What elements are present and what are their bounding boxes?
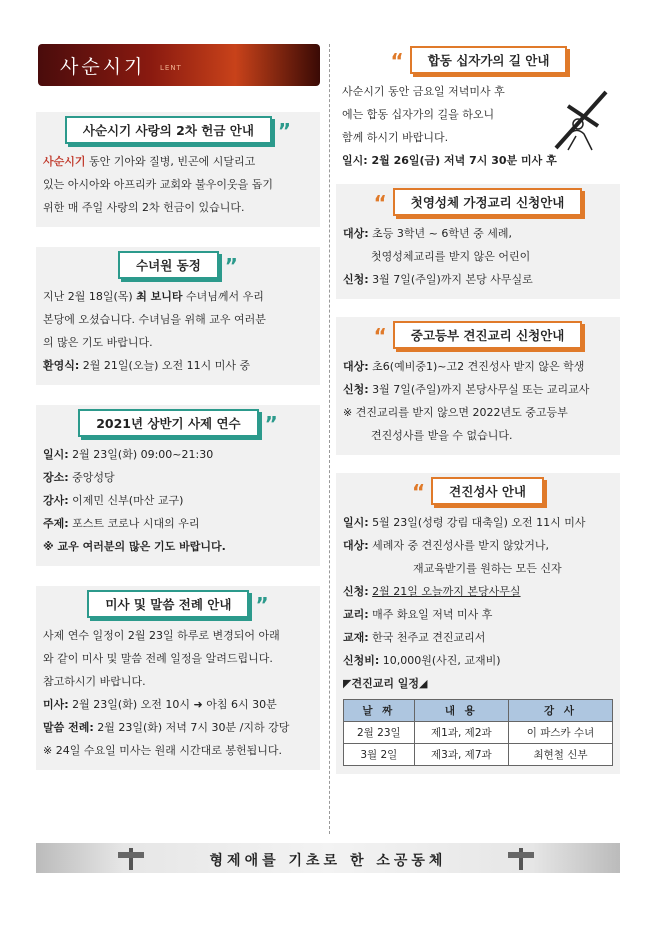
jesus-carrying-cross-icon [548,84,618,154]
table-header: 날 짜 [344,700,415,722]
target-value: 재교육받기를 원하는 모든 신자 [413,562,562,575]
quote-icon: ” [224,253,238,278]
cross-line: 함께 하시기 바랍니다. [342,131,449,144]
mass-line: 참고하시기 바랍니다. [43,675,146,688]
mass-section [36,586,320,770]
youth-title: 중고등부 견진교리 신청안내 [393,321,583,349]
date-label: 일시: [342,154,368,167]
lecturer-label: 강사: [43,494,69,507]
quote-icon: ” [255,592,269,617]
table-cell: 이 파스카 수녀 [509,722,613,744]
word-label: 말씀 전례: [43,721,94,734]
apply-value: 2월 21일 오늘까지 본당사무실 [372,585,521,598]
date-value: 2월 23일(화) 09:00~21:30 [68,448,214,461]
place-label: 장소: [43,471,69,484]
apply-label: 신청: [343,273,369,286]
confirmation-section [336,473,620,774]
mass-value: 아침 6시 30분 [202,698,277,711]
nun-line: 지난 2월 18일(목) [43,290,137,303]
offering-line: 동안 기아와 질병, 빈곤에 시달리고 [85,155,256,168]
lent-banner [38,44,320,86]
nun-line: 수녀님께서 우리 [182,290,264,303]
fee-label: 신청비: [343,654,380,667]
signpost-icon [506,846,536,870]
table-cell: 2월 23일 [344,722,415,744]
offering-section [36,112,320,227]
table-header: 강 사 [509,700,613,722]
mass-label: 미사: [43,698,69,711]
nun-line: 의 많은 기도 바랍니다. [43,336,153,349]
mass-title: 미사 및 말씀 전례 안내 [87,590,249,618]
apply-label: 신청: [343,585,369,598]
fee-value: 10,000원(사진, 교재비) [379,654,501,667]
apply-label: 신청: [343,383,369,396]
date-label: 일시: [43,448,69,461]
class-value: 매주 화요일 저녁 미사 후 [368,608,493,621]
book-label: 교재: [343,631,369,644]
quote-open-icon: “ [373,190,387,215]
target-value: 초등 3학년 ~ 6학년 중 세례, [368,227,512,240]
target-value: 세례자 중 견진성사를 받지 않았거나, [368,539,550,552]
retreat-section [36,405,320,566]
target-label: 대상: [343,360,369,373]
table-cell: 최현철 신부 [509,744,613,766]
offering-line: 있는 아시아와 아프리카 교회와 불우이웃을 돕기 [43,178,274,191]
target-label: 대상: [343,539,369,552]
date-label: 일시: [343,516,369,529]
date-value: 5월 23일(성령 강림 대축일) 오전 11시 미사 [368,516,586,529]
topic-label: 주제: [43,517,69,530]
youth-note: 견진성사를 받을 수 없습니다. [371,429,513,442]
prayer-note: ※ 교우 여러분의 많은 기도 바랍니다. [43,540,226,553]
apply-value: 3월 7일(주일)까지 본당사무실 또는 교리교사 [368,383,590,396]
class-label: 교리: [343,608,369,621]
communion-title: 첫영성체 가정교리 신청안내 [393,188,583,216]
quote-open-icon: “ [412,479,426,504]
footer-text: 형제애를 기초로 한 소공동체 [209,853,447,869]
banner-title: 사순시기 [60,56,146,78]
welcome-label: 환영식: [43,359,80,372]
offering-title: 사순시기 사랑의 2차 헌금 안내 [65,116,272,144]
mass-value: 2월 23일(화) 오전 10시 [68,698,194,711]
table-cell: 제3과, 제7과 [414,744,508,766]
table-cell: 제1과, 제2과 [414,722,508,744]
book-value: 한국 천주교 견진교리서 [368,631,486,644]
table-header: 내 용 [414,700,508,722]
word-value: 2월 23일(화) 저녁 7시 30분 /지하 강당 [93,721,290,734]
place-value: 중앙성당 [68,471,115,484]
right-column [336,44,620,774]
quote-icon: ” [277,118,292,143]
cross-line: 에는 합동 십자가의 길을 하오니 [342,108,495,121]
cross-title: 합동 십자가의 길 안내 [410,46,568,74]
nun-name: 최 보니타 [136,290,183,303]
communion-section [336,184,620,299]
target-label: 대상: [343,227,369,240]
youth-section [336,317,620,455]
table-cell: 3월 2일 [344,744,415,766]
quote-open-icon: “ [390,48,404,73]
mass-note: ※ 24일 수요일 미사는 원래 시간대로 봉헌됩니다. [43,744,282,757]
retreat-title: 2021년 상반기 사제 연수 [78,409,258,437]
arrow-icon: ➜ [193,698,203,711]
table-row [344,722,613,744]
cross-line: 사순시기 동안 금요일 저녁미사 후 [342,85,505,98]
banner-subtitle: LENT [160,64,182,72]
cross-section [336,44,620,172]
offering-line: 위한 매 주일 사랑의 2차 헌금이 있습니다. [43,201,245,214]
schedule-title: ◤견진교리 일정◢ [343,677,428,690]
apply-value: 3월 7일(주일)까지 본당 사무실로 [368,273,533,286]
confirmation-title: 견진성사 안내 [431,477,544,505]
welcome-value: 2월 21일(오늘) 오전 11시 미사 중 [79,359,251,372]
lecturer-value: 이제민 신부(마산 교구) [68,494,184,507]
target-value: 첫영성체교리를 받지 않은 어린이 [371,250,531,263]
nun-line: 본당에 오셨습니다. 수녀님을 위해 교우 여러분 [43,313,266,326]
quote-icon: ” [264,411,278,436]
youth-note: ※ 견진교리를 받지 않으면 2022년도 중고등부 [343,406,568,419]
schedule-table [343,699,613,766]
table-row [344,744,613,766]
topic-value: 포스트 코로나 시대의 우리 [68,517,200,530]
offering-highlight: 사순시기 [43,155,86,168]
column-divider [329,44,330,834]
target-value: 초6(예비중1)~고2 견진성사 받지 않은 학생 [368,360,585,373]
nun-title: 수녀원 동정 [118,251,219,279]
date-value: 2월 26일(금) 저녁 7시 30분 미사 후 [367,154,557,167]
left-column [36,44,320,770]
quote-open-icon: “ [373,323,387,348]
nun-section [36,247,320,385]
mass-line: 와 같이 미사 및 말씀 전례 일정을 알려드립니다. [43,652,273,665]
footer-banner [36,843,620,873]
mass-line: 사제 연수 일정이 2월 23일 하루로 변경되어 아래 [43,629,280,642]
